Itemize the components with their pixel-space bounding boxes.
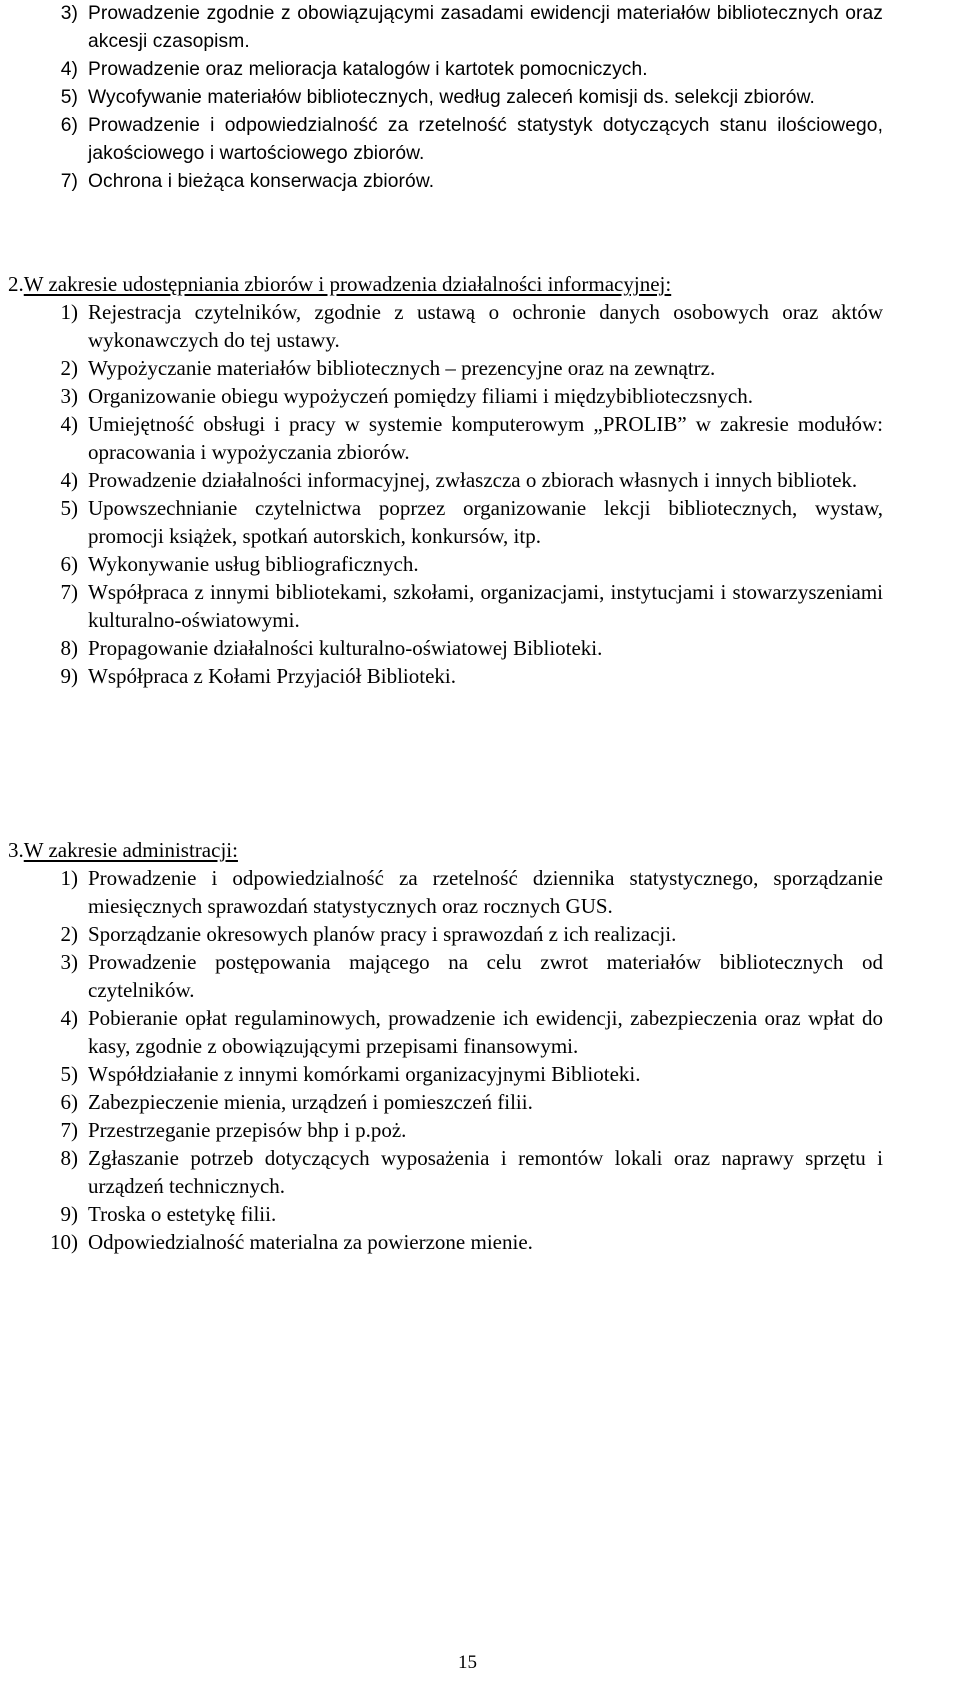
list-item-number: 10) — [50, 1230, 78, 1254]
list-item — [0, 662, 960, 690]
section-3-title: W zakresie administracji: — [23, 838, 238, 862]
list-item-number: 4) — [60, 59, 78, 80]
section-2-list — [0, 298, 960, 690]
list-item-text: Prowadzenie oraz melioracja katalogów i kartotek pomocniczych. — [88, 59, 648, 80]
list-item-text: Troska o estetykę filii. — [88, 1202, 277, 1226]
section-2-number: 2. — [8, 272, 24, 296]
list-item — [0, 1116, 960, 1144]
section-2-title: W zakresie udostępniania zbiorów i prowadzenia działalności informacyjnej: — [23, 272, 672, 296]
list-item-text: Zabezpieczenie mienia, urządzeń i pomieszczeń filii. — [88, 1090, 533, 1114]
list-item-text: Wycofywanie materiałów bibliotecznych, według zaleceń komisji ds. selekcji zbiorów. — [88, 87, 815, 108]
list-item-number: 4) — [60, 412, 78, 436]
list-item-number: 5) — [60, 87, 78, 108]
list-item-number: 1) — [60, 866, 78, 890]
list-item-text: Pobieranie opłat regulaminowych, prowadzenie ich ewidencji, zabezpieczenia oraz wpłat do kasy, zgodnie z obowiązującymi przepisami finansowymi. — [88, 1006, 883, 1058]
list-item — [0, 1144, 960, 1200]
page-number: 15 — [458, 1652, 477, 1673]
list-item — [0, 1060, 960, 1088]
list-item-text: Rejestracja czytelników, zgodnie z ustawą o ochronie danych osobowych oraz aktów wykonawczych do tej ustawy. — [88, 300, 883, 352]
list-item — [0, 298, 960, 354]
list-item — [0, 1088, 960, 1116]
list-item — [0, 1004, 960, 1060]
list-item-text: Wypożyczanie materiałów bibliotecznych – prezencyjne oraz na zewnątrz. — [88, 356, 716, 380]
list-item-number: 3) — [60, 3, 78, 24]
list-item — [0, 578, 960, 634]
list-item-text: Ochrona i bieżąca konserwacja zbiorów. — [88, 171, 435, 192]
list-item-number: 6) — [60, 115, 78, 136]
list-item-number: 7) — [60, 1118, 78, 1142]
list-item-text: Organizowanie obiegu wypożyczeń pomiędzy filiami i międzybiblioteczsnych. — [88, 384, 753, 408]
list-item-number: 3) — [60, 384, 78, 408]
list-item-text: Prowadzenie postępowania mającego na celu zwrot materiałów bibliotecznych od czytelników. — [88, 950, 883, 1002]
list-item-number: 2) — [60, 922, 78, 946]
list-item-text: Upowszechnianie czytelnictwa poprzez organizowanie lekcji bibliotecznych, wystaw, promocji książek, spotkań autorskich, konkursów, itp. — [88, 496, 883, 548]
list-item — [0, 168, 960, 196]
list-item-text: Sporządzanie okresowych planów pracy i sprawozdań z ich realizacji. — [88, 922, 677, 946]
list-item-text: Prowadzenie działalności informacyjnej, zwłaszcza o zbiorach własnych i innych bibliotek. — [88, 468, 858, 492]
list-item-number: 2) — [60, 356, 78, 380]
list-item — [0, 1200, 960, 1228]
list-item-number: 3) — [60, 950, 78, 974]
list-item-text: Prowadzenie zgodnie z obowiązującymi zasadami ewidencji materiałów bibliotecznych oraz akcesji czasopism. — [88, 3, 883, 52]
list-item — [0, 1228, 960, 1256]
section-3-number: 3. — [8, 838, 24, 862]
list-item — [0, 410, 960, 466]
list-item-number: 7) — [60, 171, 78, 192]
list-item-number: 6) — [60, 1090, 78, 1114]
list-item — [0, 550, 960, 578]
list-item-number: 8) — [60, 1146, 78, 1170]
list-item — [0, 354, 960, 382]
section-3-heading — [8, 836, 238, 864]
list-item — [0, 864, 960, 920]
list-item — [0, 948, 960, 1004]
list-item-text: Współpraca z innymi bibliotekami, szkołami, organizacjami, instytucjami i stowarzyszeniami kulturalno-oświatowymi. — [88, 580, 883, 632]
list-item-text: Prowadzenie i odpowiedzialność za rzetelność statystyk dotyczących stanu ilościowego, jakościowego i wartościowego zbiorów. — [88, 115, 883, 164]
list-item — [0, 112, 960, 168]
list-item-number: 9) — [60, 1202, 78, 1226]
list-item-number: 1) — [60, 300, 78, 324]
list-item-number: 4) — [60, 1006, 78, 1030]
list-item-text: Współdziałanie z innymi komórkami organizacyjnymi Biblioteki. — [88, 1062, 641, 1086]
list-item-number: 8) — [60, 636, 78, 660]
list-item — [0, 920, 960, 948]
list-item-number: 4) — [60, 468, 78, 492]
top-list — [0, 0, 960, 196]
list-item — [0, 466, 960, 494]
list-item — [0, 84, 960, 112]
list-item-number: 7) — [60, 580, 78, 604]
list-item-text: Wykonywanie usług bibliograficznych. — [88, 552, 419, 576]
list-item-text: Zgłaszanie potrzeb dotyczących wyposażenia i remontów lokali oraz naprawy sprzętu i urządzeń technicznych. — [88, 1146, 883, 1198]
list-item-text: Odpowiedzialność materialna za powierzone mienie. — [88, 1230, 533, 1254]
list-item-number: 9) — [60, 664, 78, 688]
list-item-number: 5) — [60, 496, 78, 520]
list-item — [0, 494, 960, 550]
list-item-number: 5) — [60, 1062, 78, 1086]
list-item-text: Umiejętność obsługi i pracy w systemie komputerowym „PROLIB” w zakresie modułów: opracowania i wypożyczania zbiorów. — [88, 412, 883, 464]
section-2-heading — [8, 270, 671, 298]
list-item-text: Współpraca z Kołami Przyjaciół Biblioteki. — [88, 664, 456, 688]
list-item — [0, 382, 960, 410]
list-item-text: Przestrzeganie przepisów bhp i p.poż. — [88, 1118, 407, 1142]
list-item-text: Propagowanie działalności kulturalno-oświatowej Biblioteki. — [88, 636, 603, 660]
list-item — [0, 634, 960, 662]
list-item-number: 6) — [60, 552, 78, 576]
section-3-list — [0, 864, 960, 1256]
list-item-text: Prowadzenie i odpowiedzialność za rzetelność dziennika statystycznego, sporządzanie miesięcznych sprawozdań statystycznych oraz rocznych GUS. — [88, 866, 883, 918]
list-item — [0, 0, 960, 56]
list-item — [0, 56, 960, 84]
